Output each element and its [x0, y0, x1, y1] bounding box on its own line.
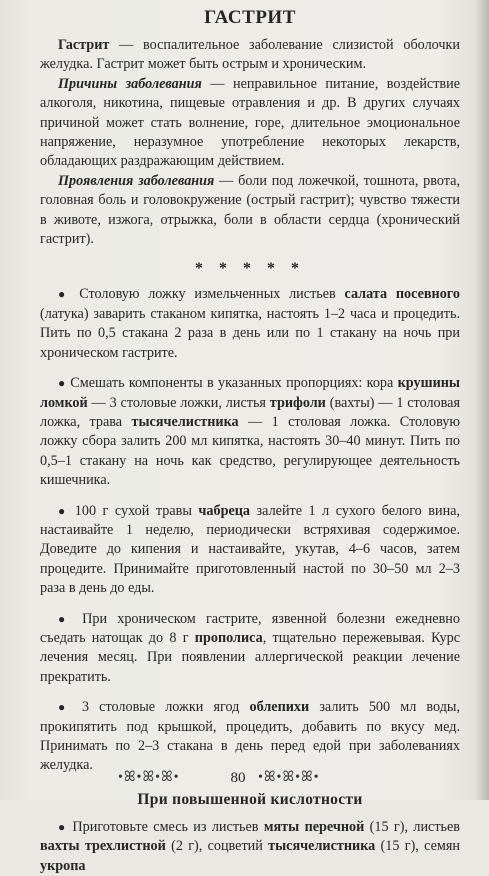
herb-name: вахты трехлистной: [40, 838, 166, 855]
symptoms-term: Проявления заболевания: [58, 172, 215, 189]
page-title: ГАСТРИТ: [204, 7, 296, 28]
recipe-text: 100 г сухой травы: [68, 502, 199, 519]
herb-name: укропа: [40, 857, 86, 874]
bullet-icon: ●: [58, 503, 69, 518]
herb-name: крушины ломкой: [40, 375, 460, 411]
herb-name: тысячелистника: [268, 838, 376, 855]
herb-name: тысячелистника: [131, 413, 239, 430]
bullet-icon: ●: [58, 376, 66, 391]
herb-name: трифоли: [269, 394, 326, 411]
section-separator: * * * * *: [195, 260, 305, 278]
symptoms-paragraph: [40, 172, 460, 250]
causes-term: Причины заболевания: [58, 75, 202, 92]
page-content: [40, 6, 460, 876]
herb-name: чабреца: [198, 502, 251, 519]
bullet-icon: ●: [58, 287, 71, 302]
recipe-text: Приготовьте смесь из листьев: [67, 818, 264, 835]
section-subheading: При повышенной кислотности: [137, 790, 363, 808]
recipe-item: [40, 502, 460, 599]
page-number: 80: [230, 770, 246, 786]
herb-name: облепихи: [249, 699, 310, 716]
recipe-text: (латука) заварить стаканом кипятка, настоять 1–2 часа и процедить. Пить по 0,5 стакана 2 раза в день или по 1 стакану на ночь при хроническом гастрите.: [40, 305, 460, 361]
bullet-icon: ●: [58, 611, 72, 626]
recipe-text: (15 г), листьев: [364, 818, 461, 835]
recipe-text: (2 г), соцветий: [165, 838, 269, 855]
recipe-item: [40, 698, 460, 776]
herb-name: салата посевного: [344, 286, 460, 303]
recipe-item: [40, 285, 460, 363]
recipe-text: залить 500 мл воды, прокипятить под крышкой, процедить, добавить по вкусу мед. Принимать по 2–3 стакана в день перед едой при заболеваниях желудка.: [40, 699, 461, 774]
recipe-text: Смешать компоненты в указанных пропорциях: кора: [66, 375, 398, 392]
bullet-icon: ●: [58, 700, 72, 715]
recipe-item: [40, 610, 460, 688]
recipe-text: При хроническом гастрите, язвенной болезни ежедневно съедать натощак до 8 г: [40, 610, 460, 646]
recipe-text: — 3 столовые ложки, листья: [87, 394, 270, 411]
herb-name: мяты перечной: [263, 818, 365, 835]
bullet-icon: ●: [58, 819, 68, 834]
intro-paragraph: [40, 36, 460, 75]
recipe-text: , тщательно пережевывая. Курс лечения месяц. При появлении аллергической реакции лечение прекратить.: [40, 629, 460, 685]
recipe-item: [40, 818, 460, 876]
recipe-text: (15 г), семян: [375, 838, 460, 855]
recipe-text: 3 столовые ложки ягод: [71, 699, 250, 716]
intro-text: — воспалительное заболевание слизистой оболочки желудка. Гастрит может быть острым и хроническим.: [40, 37, 460, 73]
recipe-text: залейте 1 л сухого белого вина, настаивайте 1 неделю, периодически встряхивая содержимое. Доведите до кипения и настаивайте, укутав, 4–6 часов, затем процедите. Принимайте приготовленный настой по 30–50 мл 2–3 раза в день до еды.: [40, 502, 461, 597]
ornament-right-icon: •ꕤ•ꕤ•ꕤ•: [258, 770, 320, 785]
recipe-text: (вахты) — 1 столовая ложка, трава: [40, 394, 460, 430]
causes-text: — неправильное питание, воздействие алкоголя, никотина, пищевые отравления и др. В других случаях причиной может стать волнение, горе, длительное эмоциональное напряжение, неразумное употребление некоторых лекарств, обладающих раздражающим действием.: [40, 75, 460, 170]
ornament-left-icon: •ꕤ•ꕤ•ꕤ•: [118, 770, 180, 785]
recipe-item: [40, 374, 460, 490]
page-spine-shadow: [475, 0, 489, 800]
page-footer: [0, 768, 489, 788]
recipe-text: — 1 столовая ложка. Столовую ложку сбора залить 200 мл кипятка, настоять 30–40 минут. Пить по 0,5–1 стакану на ночь как средство, регулирующее деятельность кишечника.: [40, 413, 460, 489]
herb-name: прополиса: [194, 629, 263, 646]
symptoms-text: — боли под ложечкой, тошнота, рвота, головная боль и головокружение (острый гастрит); чувство тяжести в животе, изжога, отрыжка, боли в области сердца (хронический гастрит).: [40, 172, 461, 248]
intro-term: Гастрит: [58, 37, 110, 53]
causes-paragraph: [40, 75, 460, 172]
recipe-text: Столовую ложку измельченных листьев: [70, 286, 345, 303]
